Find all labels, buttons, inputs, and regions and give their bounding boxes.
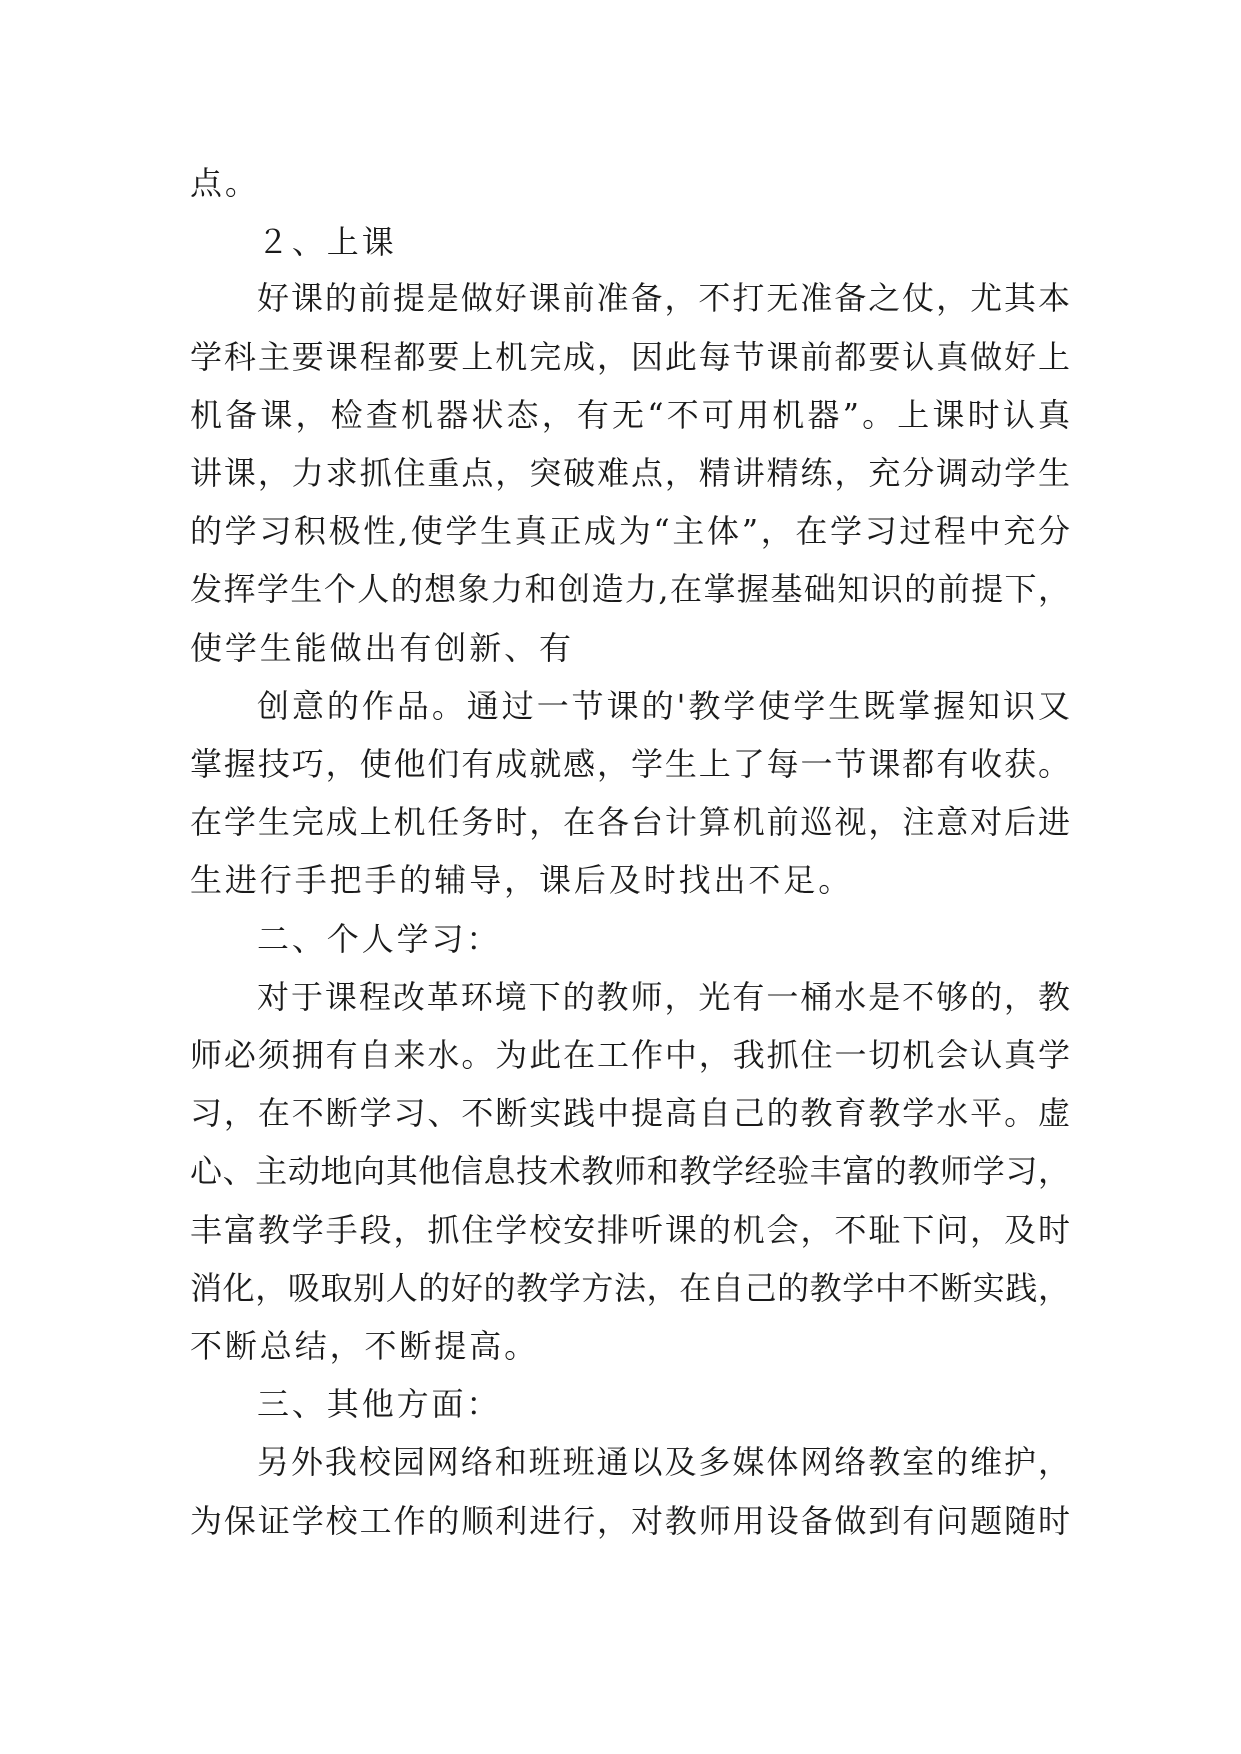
text-line: 掌握技巧，使他们有成就感，学生上了每一节课都有收获。 (190, 745, 1070, 783)
text-line: 创意的作品。通过一节课的'教学使学生既掌握知识又 (257, 687, 1070, 725)
text-line: 习，在不断学习、不断实践中提高自己的教育教学水平。虚 (190, 1094, 1070, 1132)
text-line: 学科主要课程都要上机完成，因此每节课前都要认真做好上 (190, 338, 1070, 376)
text-line: 丰富教学手段，抓住学校安排听课的机会，不耻下问，及时 (190, 1211, 1070, 1249)
text-line: 对于课程改革环境下的教师，光有一桶水是不够的，教 (257, 978, 1070, 1016)
text-line: 在学生完成上机任务时，在各台计算机前巡视，注意对后进 (190, 803, 1070, 841)
text-line: 另外我校园网络和班班通以及多媒体网络教室的维护， (257, 1443, 1070, 1481)
text-line: 点。 (190, 164, 260, 202)
text-line: 师必须拥有自来水。为此在工作中，我抓住一切机会认真学 (190, 1036, 1070, 1074)
text-line: 发挥学生个人的想象力和创造力,在掌握基础知识的前提下， (190, 570, 1070, 608)
text-line: 使学生能做出有创新、有 (190, 629, 574, 667)
text-line: 好课的前提是做好课前准备，不打无准备之仗，尤其本 (257, 279, 1070, 317)
section-heading: 二、个人学习： (257, 920, 502, 958)
text-line: 消化，吸取别人的好的教学方法，在自己的教学中不断实践， (190, 1269, 1070, 1307)
text-line: 生进行手把手的辅导，课后及时找出不足。 (190, 861, 854, 899)
text-line: 机备课，检查机器状态，有无“不可用机器”。上课时认真 (190, 396, 1070, 434)
text-line: 为保证学校工作的顺利进行，对教师用设备做到有问题随时 (190, 1502, 1070, 1540)
text-line: 不断总结，不断提高。 (190, 1327, 540, 1365)
text-line: 讲课，力求抓住重点，突破难点，精讲精练，充分调动学生 (190, 454, 1070, 492)
text-line: 心、主动地向其他信息技术教师和教学经验丰富的教师学习， (190, 1152, 1070, 1190)
section-heading: ２、上课 (257, 223, 397, 261)
section-heading: 三、其他方面： (257, 1385, 502, 1423)
text-line: 的学习积极性,使学生真正成为“主体”，在学习过程中充分 (190, 512, 1070, 550)
